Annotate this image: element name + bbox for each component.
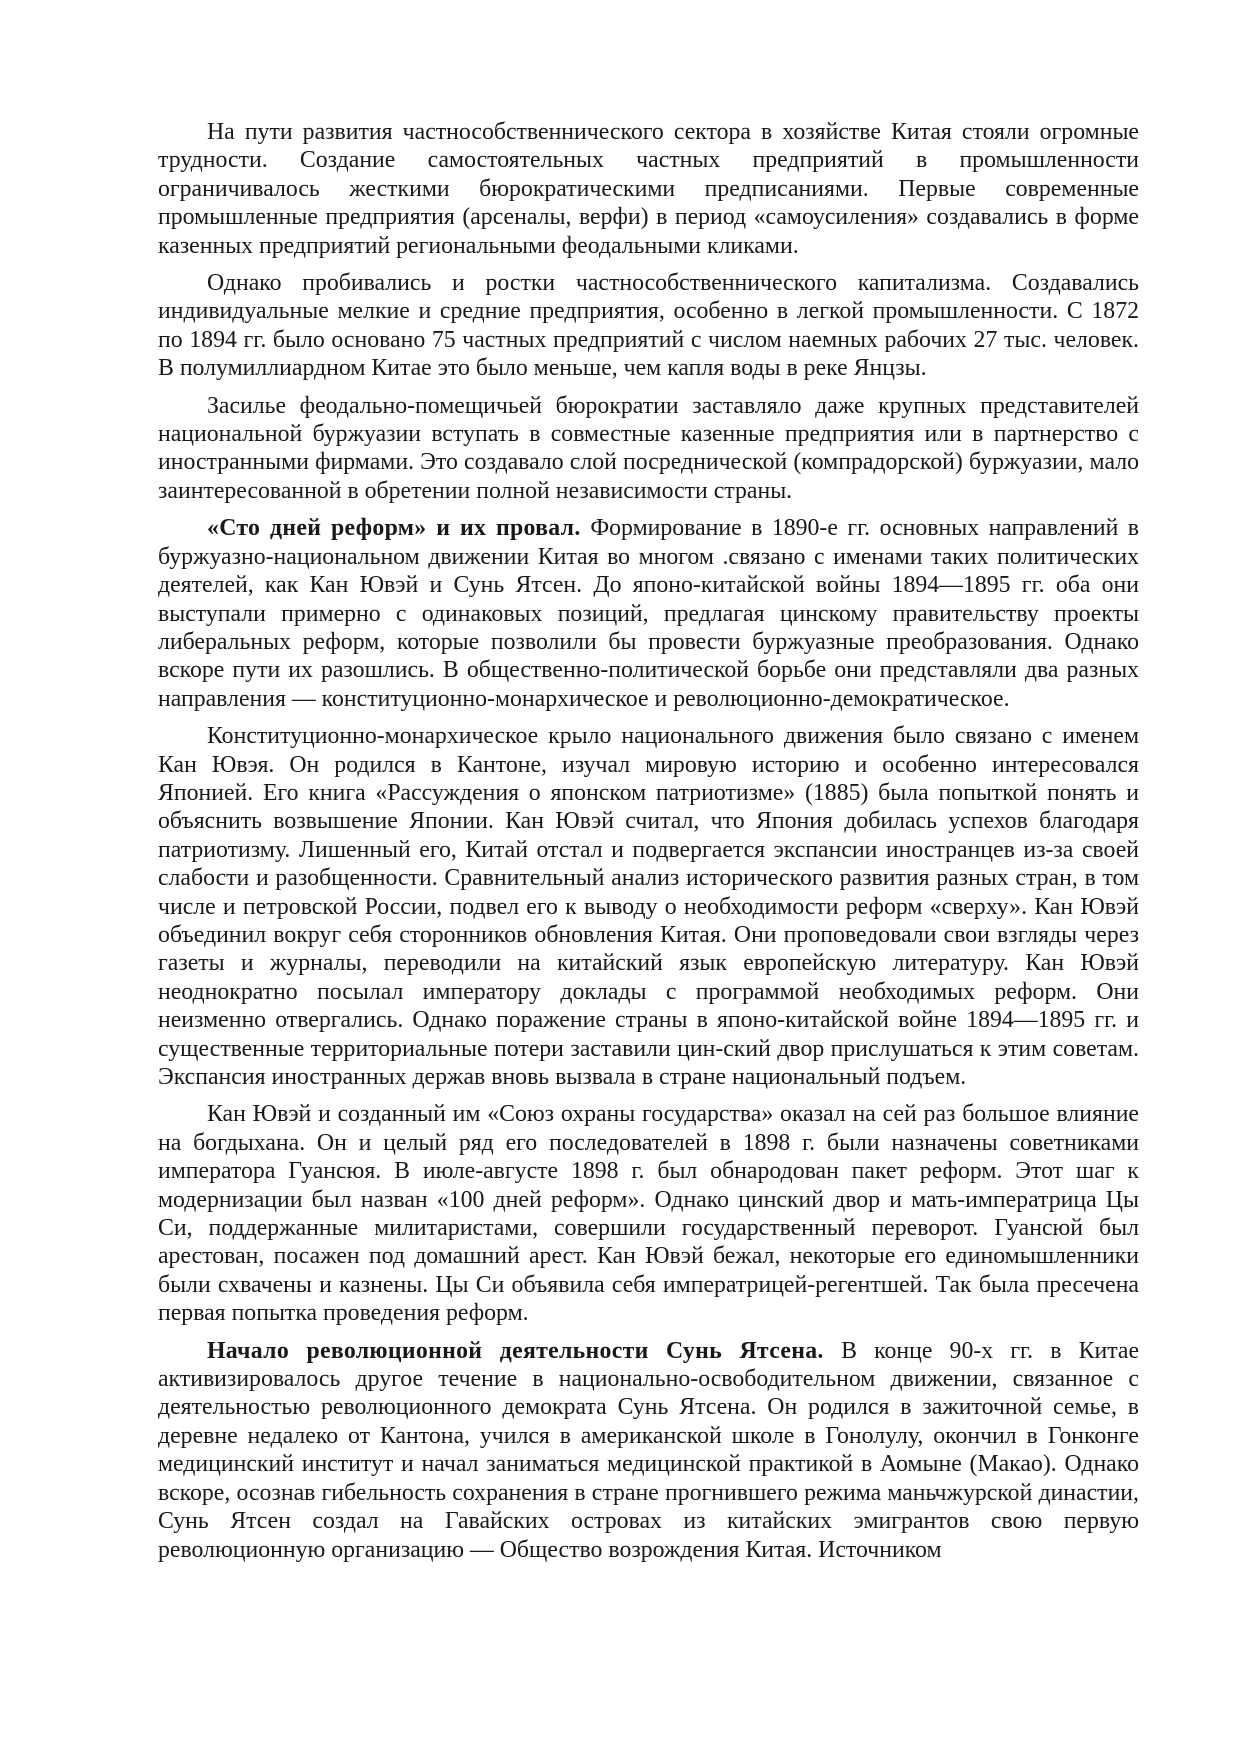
- text-column: [158, 118, 1139, 1564]
- paragraph-text: Конституционно-монархическое крыло национального движения было связано с именем Кан Ювэя. Он родился в Кантоне, изучал мировую историю и особенно интересовался Японией. Его книга «Рассуждения о японском патриотизме» (1885) была попыткой понять и объяснить возвышение Японии. Кан Ювэй считал, что Япония добилась успехов благодаря патриотизму. Лишенный его, Китай отстал и подвергается экспансии иностранцев из-за своей слабости и разобщенности. Сравнительный анализ исторического развития разных стран, в том числе и петровской России, подвел его к выводу о необходимости реформ «сверху». Кан Ювэй объединил вокруг себя сторонников обновления Китая. Они проповедовали свои взгляды через газеты и журналы, переводили на китайский язык европейскую литературу. Кан Ювэй неоднократно посылал императору доклады с программой необходимых реформ. Они неизменно отвергались. Однако поражение страны в японо-китайской войне 1894—1895 гг. и существенные территориальные потери заставили цин-ский двор прислушаться к этим советам. Экспансия иностранных держав вновь вызвала в стране национальный подъем.: [158, 723, 1139, 1090]
- paragraph-text: На пути развития частнособственнического сектора в хозяйстве Китая стояли огромные трудности. Создание самостоятельных частных предприятий в промышленности ограничивалось жесткими бюрократическими предписаниями. Первые современные промышленные предприятия (арсеналы, верфи) в период «самоусиления» создавались в форме казенных предприятий региональными феодальными кликами.: [158, 119, 1139, 259]
- paragraph: [158, 118, 1139, 260]
- paragraph-text: Кан Ювэй и созданный им «Союз охраны государства» оказал на сей раз большое влияние на богдыхана. Он и целый ряд его последователей в 1898 г. были назначены советниками императора Гуансюя. В июле-августе 1898 г. был обнародован пакет реформ. Этот шаг к модернизации был назван «100 дней реформ». Однако цинский двор и мать-императрица Цы Си, поддержанные милитаристами, совершили государственный переворот. Гуансюй был арестован, посажен под домашний арест. Кан Ювэй бежал, некоторые его единомышленники были схвачены и казнены. Цы Си объявила себя императрицей-регентшей. Так была пресечена первая попытка проведения реформ.: [158, 1101, 1139, 1327]
- paragraph-text: Формирование в 1890-е гг. основных направлений в буржуазно-национальном движении Китая во многом .связано с именами таких политических деятелей, как Кан Ювэй и Сунь Ятсен. До японо-китайской войны 1894—1895 гг. оба они выступали примерно с одинаковых позиций, предлагая цинскому правительству проекты либеральных реформ, которые позволили бы провести буржуазные преобразования. Однако вскоре пути их разошлись. В общественно-политической борьбе они представляли два разных направления — конституционно-монархическое и революционно-демократическое.: [158, 515, 1139, 712]
- paragraph: [158, 1100, 1139, 1327]
- paragraph-text: В конце 90-х гг. в Китае активизировалось другое течение в национально-освободительном движении, связанное с деятельностью революционного демократа Сунь Ятсена. Он родился в зажиточной семье, в деревне недалеко от Кантона, учился в американской школе в Гонолулу, окончил в Гонконге медицинский институт и начал заниматься медицинской практикой в Аомыне (Макао). Однако вскоре, осознав гибельность сохранения в стране прогнившего режима маньчжурской династии, Сунь Ятсен создал на Гавайских островах из китайских эмигрантов свою первую революционную организацию — Общество возрождения Китая. Источником: [158, 1337, 1140, 1563]
- paragraph: [158, 514, 1139, 713]
- paragraph-lead-sun-yatsen: Начало революционной деятельности Сунь Ятсена.: [207, 1337, 824, 1364]
- paragraph: [158, 392, 1139, 506]
- paragraph-text: Засилье феодально-помещичьей бюрократии заставляло даже крупных представителей национальной буржуазии вступать в совместные казенные предприятия или в партнерство с иностранными фирмами. Это создавало слой посреднической (компрадорской) буржуазии, мало заинтересованной в обретении полной независимости страны.: [158, 392, 1139, 504]
- paragraph: [158, 1337, 1139, 1564]
- paragraph: [158, 722, 1139, 1091]
- paragraph-lead-sto-dney-reform: «Сто дней реформ» и их провал.: [207, 515, 581, 542]
- paragraph: [158, 269, 1139, 383]
- paragraph-text: Однако пробивались и ростки частнособственнического капитализма. Создавались индивидуальные мелкие и средние предприятия, особенно в легкой промышленности. С 1872 по 1894 гг. было основано 75 частных предприятий с числом наемных рабочих 27 тыс. человек. В полумиллиардном Китае это было меньше, чем капля воды в реке Янцзы.: [158, 270, 1139, 382]
